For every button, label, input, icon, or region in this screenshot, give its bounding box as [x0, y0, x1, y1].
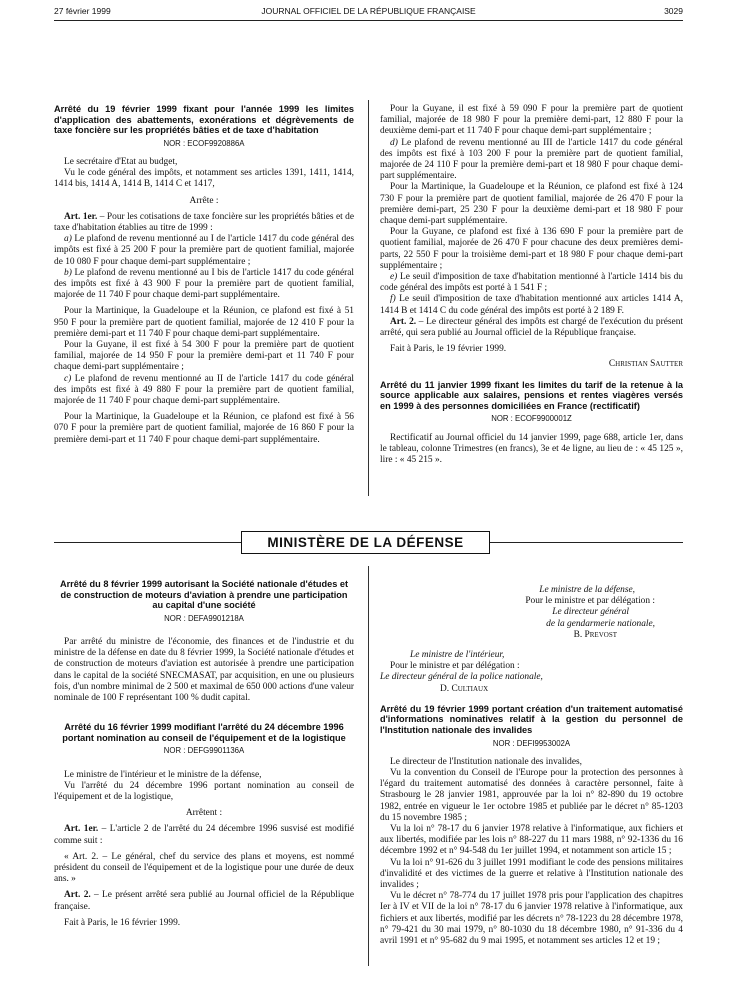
signature-line-wrap	[380, 619, 683, 630]
item-label: a)	[64, 234, 72, 245]
article-1	[54, 212, 354, 234]
article-label: Art. 1er.	[64, 211, 98, 222]
ministere-heading: MINISTÈRE DE LA DÉFENSE	[241, 531, 490, 554]
left-bottom-column	[54, 579, 354, 929]
decree-title-taxe: Arrêté du 19 février 1999 fixant pour l'année 1999 les limites d'application des abattements, exonérations et dégrèvements de taxe foncière sur les propriétés bâties et de taxe d'habitation	[54, 104, 354, 136]
item-label: e)	[390, 272, 398, 283]
signature-date: Fait à Paris, le 19 février 1999.	[390, 344, 507, 355]
nor-reference: NOR : ECOF9900001Z	[491, 414, 572, 424]
header-rule	[54, 20, 683, 21]
arrete-heading: Arrête :	[189, 195, 219, 206]
article-label: Art. 2.	[390, 316, 417, 327]
signature-line-wrap	[380, 650, 683, 661]
paragraph: Pour la Guyane, ce plafond est fixé à 136 690 F pour la première part de quotient familial, majorée de 26 470 F pour chacune des deux premières demi-parts, 22 550 F pour la troisième demi-part et 18 980 F pour chaque demi-part supplémentaire ;	[380, 227, 683, 271]
item-label: f)	[390, 294, 396, 305]
item-text: Le plafond de revenu mentionné au I de l'article 1417 du code général des impôts est fixé à 25 200 F pour la première part de quotient familial, majorée de 10 080 F pour chaque demi-part supplémentaire ;	[54, 234, 354, 267]
ministere-rule-left	[54, 542, 241, 543]
header-page-number: 3029	[664, 6, 683, 16]
signature-line-wrap	[380, 596, 683, 607]
right-top-column	[380, 104, 683, 466]
column-divider-top	[368, 100, 369, 496]
item-text: Le plafond de revenu mentionné au III de l'article 1417 du code général des impôts est fixé à 103 200 F pour la première part de quotient familial, majorée de 24 110 F pour la première demi-part et 18 980 F pour chaque demi-part supplémentaire.	[380, 137, 683, 182]
paragraph-d	[380, 138, 683, 183]
paragraph: Pour la Martinique, la Guadeloupe et la Réunion, ce plafond est fixé à 124 730 F pour la première part de quotient familial, majorée de 26 470 F pour la première demi-part, 25 230 F pour la deuxième demi-part et 18 980 F pour chaque demi-part supplémentaire.	[380, 182, 683, 227]
decree-title-snecma: Arrêté du 8 février 1999 autorisant la Société nationale d'études et de construction de moteurs d'aviation à prendre une participation au capital d'une société	[59, 579, 349, 611]
signature-block-defense	[380, 585, 683, 596]
header-date: 27 février 1999	[54, 6, 111, 16]
paragraph-f	[380, 294, 683, 316]
signature-line: Pour le ministre et par délégation :	[390, 661, 520, 672]
signatory-name: Christian Sautter	[608, 359, 683, 370]
article-text: – Pour les cotisations de taxe foncière sur les propriétés bâties et de taxe d'habitation établies au titre de 1999 :	[54, 211, 354, 233]
paragraph: Pour la Guyane, il est fixé à 59 090 F pour la première part de quotient familial, majorée de 18 980 F pour la première demi-part, 12 880 F pour la deuxième demi-part et 11 740 F pour chaque demi-part supplémentaire ;	[380, 104, 683, 137]
signature-line: Pour le ministre et par délégation :	[525, 596, 655, 607]
article-text: – Le directeur général des impôts est chargé de l'exécution du présent arrêté, qui sera publié au Journal officiel de la République française.	[380, 316, 683, 339]
article-label: Art. 2.	[64, 890, 91, 901]
item-label: d)	[390, 137, 398, 148]
signatory-name: B. Prevost	[573, 629, 617, 640]
signature-line-wrap	[380, 661, 683, 672]
article-2	[54, 890, 354, 912]
paragraph-b	[54, 268, 354, 302]
right-bottom-column	[380, 585, 683, 947]
paragraph: Pour la Martinique, la Guadeloupe et la Réunion, ce plafond est fixé à 56 070 F pour la première part de quotient familial, majorée de 16 860 F pour la première demi-part et 11 740 F pour chaque demi-part supplémentaire.	[54, 412, 354, 445]
paragraph: Pour la Martinique, la Guadeloupe et la Réunion, ce plafond est fixé à 51 950 F pour la première part de quotient familial, majorée de 12 410 F pour la première demi-part et 11 740 F pour chaque demi-part supplémentaire.	[54, 306, 354, 339]
ministere-rule-right	[490, 542, 683, 543]
paragraph: Par arrêté du ministre de l'économie, des finances et de l'industrie et du ministre de la défense en date du 8 février 1999, la Société nationale d'études et de construction de moteurs d'aviation est autorisée à prendre une participation dans le capital de la société SNECMASAT, par acquisition, en une ou plusieurs fois, d'un nombre minimal de 2 500 et maximal de 650 000 actions d'une valeur nominale de 100 F représentant 100 % dudit capital.	[54, 636, 354, 703]
rectificatif-text: Rectificatif au Journal officiel du 14 janvier 1999, page 688, article 1er, dans le tableau, colonne Trimestres (en francs), 3e et 4e ligne, au lieu de : « 45 125 », lire : « 45 215 ».	[380, 432, 683, 466]
paragraph: Vu la loi n° 78-17 du 6 janvier 1978 relative à l'informatique, aux fichiers et aux libertés, modifiée par les lois n° 88-227 du 11 mars 1988, n° 92-1336 du 16 décembre 1992 et n° 94-548 du 1er juillet 1994, et notamment son article 15 ;	[380, 824, 683, 857]
nor-reference: NOR : DEFI9953002A	[492, 738, 571, 748]
item-text: Le plafond de revenu mentionné au II de l'article 1417 du code général des impôts est fixé à 49 880 F pour la première part de quotient familial, majorée de 11 740 F pour chaque demi-part supplémentaire.	[54, 373, 354, 407]
item-text: Le seuil d'imposition de taxe d'habitation mentionné aux articles 1414 A, 1414 B et 1414 C du code général des impôts est porté à 2 189 F.	[380, 294, 683, 316]
article-2	[380, 317, 683, 339]
paragraph: Le secrétaire d'Etat au budget,	[64, 156, 178, 167]
page-header	[54, 6, 683, 20]
paragraph-c	[54, 374, 354, 408]
item-text: Le plafond de revenu mentionné au I bis de l'article 1417 du code général des impôts est fixé à 43 900 F pour la première part de quotient familial, majorée de 11 740 F pour chaque demi-part supplémentaire.	[54, 267, 354, 301]
item-text: Le seuil d'imposition de taxe d'habitation mentionné à l'article 1414 bis du code général des impôts est porté à 1 541 F ;	[380, 272, 683, 294]
decree-title-invalides: Arrêté du 19 février 1999 portant création d'un traitement automatisé d'informations nominatives relatif à la gestion du personnel de l'Institution nationale des invalides	[380, 703, 683, 736]
paragraph: Vu la loi n° 91-626 du 3 juillet 1991 modifiant le code des pensions militaires d'invalidité et des victimes de la guerre et relative à l'Institution nationale des invalides ;	[380, 857, 683, 891]
nor-reference: NOR : DEFG9901136A	[163, 746, 245, 756]
paragraph: Pour la Guyane, il est fixé à 54 300 F pour la première part de quotient familial, majorée de 14 950 F pour la première demi-part et 11 740 F pour chaque demi-part supplémentaire ;	[54, 340, 354, 373]
signature-line-wrap	[380, 607, 683, 618]
paragraph: Vu la convention du Conseil de l'Europe pour la protection des personnes à l'égard du traitement automatisé des données à caractère personnel, faite à Strasbourg le 28 janvier 1981, approuvée par la loi n° 82-890 du 19 octobre 1982, entrée en vigueur le 1er octobre 1985 et publiée par le décret n° 85-1203 du 15 novembre 1985 ;	[380, 768, 683, 823]
signature-line: Le ministre de l'intérieur,	[410, 650, 505, 661]
paragraph: Vu l'arrêté du 24 décembre 1996 portant nomination au conseil de l'équipement et de la logistique,	[54, 780, 354, 802]
paragraph: Le directeur de l'Institution nationale des invalides,	[390, 756, 582, 767]
signature-line: Le ministre de la défense,	[539, 585, 635, 595]
nor-reference: NOR : DEFA9901218A	[164, 613, 244, 623]
left-top-column	[54, 104, 354, 446]
paragraph: Le ministre de l'intérieur et le ministre de la défense,	[64, 769, 262, 780]
header-journal-title: JOURNAL OFFICIEL DE LA RÉPUBLIQUE FRANÇAISE	[261, 6, 476, 16]
paragraph: Vu le code général des impôts, et notamment ses articles 1391, 1411, 1414, 1414 bis, 1414 A, 1414 B, 1414 C et 1417,	[54, 168, 354, 190]
column-divider-bottom	[368, 566, 369, 966]
arretent-heading: Arrêtent :	[185, 808, 223, 819]
signature-line: Le directeur général	[552, 607, 629, 618]
nor-reference: NOR : ECOF9920886A	[163, 138, 245, 148]
signature-date: Fait à Paris, le 16 février 1999.	[64, 917, 181, 928]
paragraph-e	[380, 272, 683, 294]
article-label: Art. 1er.	[64, 824, 99, 835]
item-label: c)	[64, 373, 72, 384]
article-1	[54, 824, 354, 846]
signature-line: Le directeur général de la police nationale,	[380, 672, 543, 683]
quoted-article: « Art. 2. – Le général, chef du service des plans et moyens, est nommé président du conseil de l'équipement et de la logistique pour une durée de deux ans. »	[54, 851, 354, 885]
paragraph: Vu le décret n° 78-774 du 17 juillet 1978 pris pour l'application des chapitres Ier à IV et VII de la loi n° 78-17 du 6 janvier 1978 relative à l'informatique, aux fichiers et aux libertés, modifié par les décrets n° 78-1223 du 28 décembre 1978, n° 79-421 du 30 mai 1979, n° 80-1030 du 18 décembre 1980, n° 91-336 du 4 avril 1991 et n° 95-682 du 9 mai 1995, et notamment ses articles 12 et 19 ;	[380, 891, 683, 947]
article-text: – Le présent arrêté sera publié au Journal officiel de la République française.	[54, 890, 354, 912]
article-text: – L'article 2 de l'arrêté du 24 décembre 1996 susvisé est modifié comme suit :	[54, 824, 354, 846]
signature-line: de la gendarmerie nationale,	[546, 618, 655, 629]
decree-title-retenue: Arrêté du 11 janvier 1999 fixant les limites du tarif de la retenue à la source applicable aux salaires, pensions et rentes viagères versés en 1999 à des personnes domiciliées en France (rectificatif)	[380, 379, 683, 411]
decree-title-logistique: Arrêté du 16 février 1999 modifiant l'arrêté du 24 décembre 1996 portant nomination au conseil de l'équipement et de la logistique	[62, 722, 346, 743]
paragraph-a	[54, 234, 354, 268]
item-label: b)	[64, 267, 72, 278]
signatory-name: D. Cultiaux	[440, 683, 489, 694]
signature-line-wrap	[380, 672, 683, 683]
